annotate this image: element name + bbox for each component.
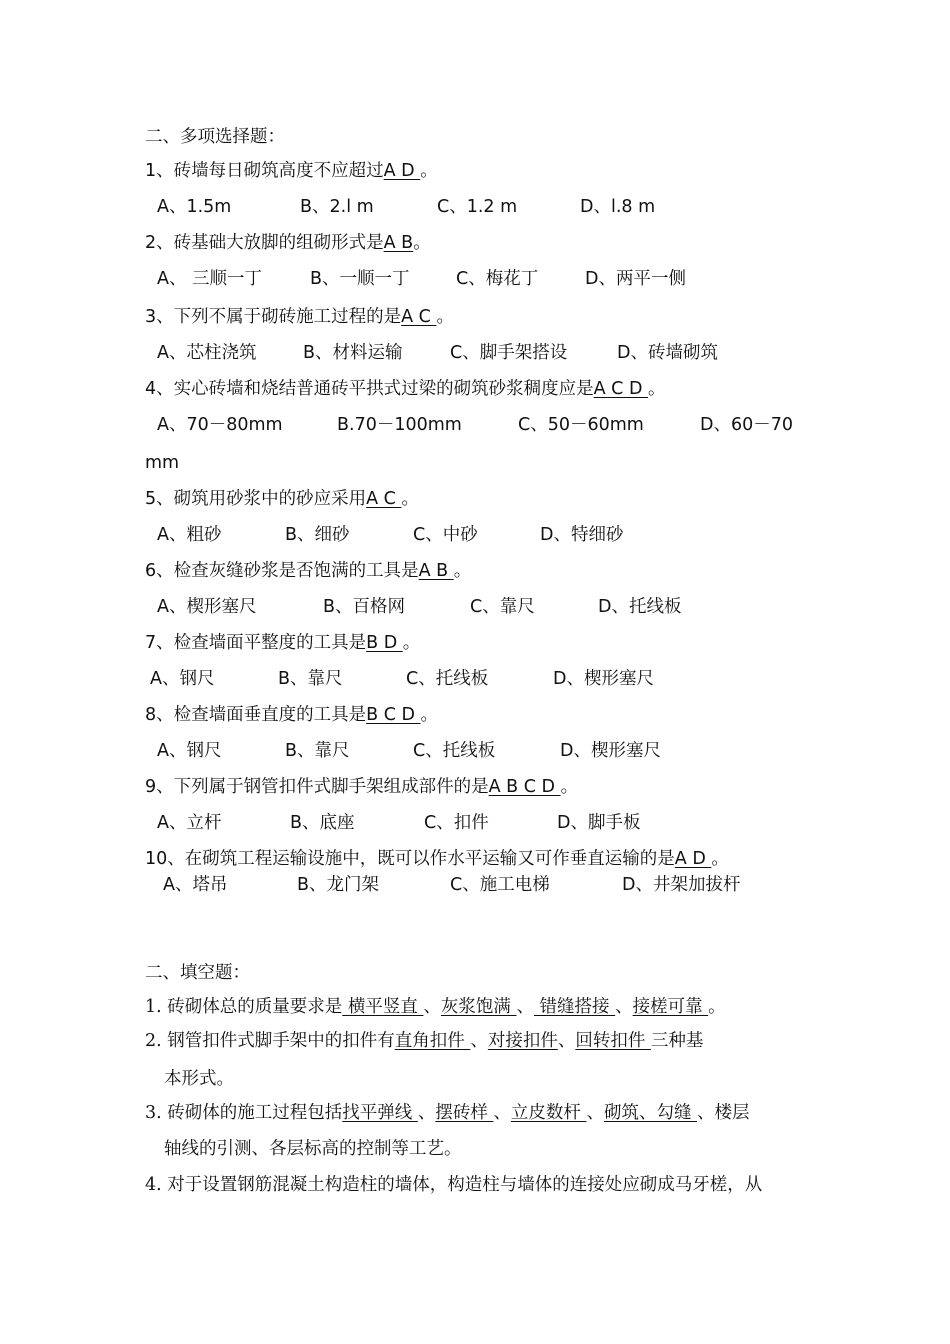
answer: A B C D bbox=[488, 777, 561, 797]
section2-title: 二、填空题： bbox=[145, 963, 250, 983]
blank: 直角扣件 bbox=[394, 1031, 471, 1051]
blank: 对接扣件 bbox=[487, 1031, 558, 1051]
option-d: D、楔形塞尺 bbox=[553, 669, 654, 689]
answer: A D bbox=[674, 849, 712, 869]
option-c: C、梅花丁 bbox=[456, 269, 539, 289]
question-text: 8、检查墙面垂直度的工具是 bbox=[145, 705, 367, 725]
option-c: C、托线板 bbox=[413, 741, 496, 761]
question-5 bbox=[145, 488, 419, 510]
fill-question-1 bbox=[145, 996, 726, 1018]
text: 1. 砖砌体总的质量要求是 bbox=[145, 997, 343, 1017]
text: 、 bbox=[470, 1031, 488, 1051]
text: 、 bbox=[586, 1103, 604, 1123]
option-a: A、粗砂 bbox=[157, 525, 222, 545]
option-b: B、一顺一丁 bbox=[310, 269, 410, 289]
text: 、 bbox=[493, 1103, 511, 1123]
option-c: C、脚手架搭设 bbox=[450, 343, 568, 363]
text: 、楼层 bbox=[697, 1103, 750, 1123]
answer: B D bbox=[366, 633, 403, 653]
question-3 bbox=[145, 306, 454, 328]
option-c: C、中砂 bbox=[413, 525, 478, 545]
blank: 回转扣件 bbox=[575, 1031, 651, 1051]
text: 3. 砖砌体的施工过程包括 bbox=[145, 1103, 343, 1123]
option-d: D、l.8 m bbox=[580, 197, 656, 217]
answer: A B bbox=[383, 233, 414, 253]
option-c: C、50－60mm bbox=[518, 415, 644, 435]
option-a: A、 三顺一丁 bbox=[157, 269, 263, 289]
question-1 bbox=[145, 160, 438, 182]
blank: 横平竖直 bbox=[342, 997, 424, 1017]
question-4 bbox=[145, 378, 666, 400]
answer: B C D bbox=[366, 705, 421, 725]
option-d: D、60－70 bbox=[700, 415, 794, 435]
question-suffix: 。 bbox=[420, 161, 438, 181]
option-c: C、托线板 bbox=[406, 669, 489, 689]
fill-question-3-cont: 轴线的引测、各层标高的控制等工艺。 bbox=[164, 1139, 462, 1159]
blank: 砌筑、勾缝 bbox=[603, 1103, 698, 1123]
option-d: D、脚手板 bbox=[557, 813, 641, 833]
fill-question-3 bbox=[145, 1102, 750, 1124]
option-a: A、芯柱浇筑 bbox=[157, 343, 257, 363]
question-text: 3、下列不属于砌砖施工过程的是 bbox=[145, 307, 402, 327]
blank: 错缝搭接 bbox=[533, 997, 616, 1017]
blank: 摆砖样 bbox=[435, 1103, 494, 1123]
option-a: A、1.5m bbox=[157, 197, 232, 217]
question-text: 7、检查墙面平整度的工具是 bbox=[145, 633, 367, 653]
fill-question-4: 4. 对于设置钢筋混凝土构造柱的墙体，构造柱与墙体的连接处应砌成马牙槎，从 bbox=[145, 1175, 763, 1195]
option-b: B、2.l m bbox=[300, 197, 374, 217]
option-b: B、细砂 bbox=[285, 525, 350, 545]
option-b: B、底座 bbox=[290, 813, 355, 833]
option-c: C、施工电梯 bbox=[450, 875, 550, 895]
question-suffix: 。 bbox=[413, 233, 431, 253]
question-suffix: 。 bbox=[401, 489, 419, 509]
option-c: C、扣件 bbox=[424, 813, 489, 833]
question-6 bbox=[145, 560, 471, 582]
question-9 bbox=[145, 776, 578, 798]
option-b: B.70－100mm bbox=[337, 415, 462, 435]
blank: 接槎可靠 bbox=[632, 997, 709, 1017]
text: 三种基 bbox=[650, 1031, 704, 1051]
question-2 bbox=[145, 232, 431, 254]
question-text: 2、砖基础大放脚的组砌形式是 bbox=[145, 233, 384, 253]
option-b: B、靠尺 bbox=[278, 669, 343, 689]
option-d: D、托线板 bbox=[598, 597, 682, 617]
answer: A C D bbox=[593, 379, 648, 399]
answer: A B bbox=[418, 561, 454, 581]
text: 、 bbox=[516, 997, 534, 1017]
question-suffix: 。 bbox=[648, 379, 666, 399]
option-b: B、材料运输 bbox=[303, 343, 403, 363]
question-7 bbox=[145, 632, 420, 654]
question-text: 1、砖墙每日砌筑高度不应超过 bbox=[145, 161, 384, 181]
option-d: D、两平一侧 bbox=[585, 269, 686, 289]
option-a: A、钢尺 bbox=[150, 669, 215, 689]
question-text: 4、实心砖墙和烧结普通砖平拱式过梁的砌筑砂浆稠度应是 bbox=[145, 379, 594, 399]
option-a: A、钢尺 bbox=[157, 741, 222, 761]
option-a: A、楔形塞尺 bbox=[157, 597, 257, 617]
fill-question-2-cont: 本形式。 bbox=[164, 1069, 234, 1089]
option-b: B、靠尺 bbox=[285, 741, 350, 761]
blank: 灰浆饱满 bbox=[440, 997, 517, 1017]
text: 、 bbox=[417, 1103, 436, 1123]
question-10 bbox=[145, 848, 729, 870]
section1-title: 二、多项选择题： bbox=[145, 127, 285, 147]
question-8 bbox=[145, 704, 438, 726]
text: 2. 钢管扣件式脚手架中的扣件有 bbox=[145, 1031, 395, 1051]
option-wrap: mm bbox=[145, 453, 180, 473]
option-b: B、龙门架 bbox=[297, 875, 380, 895]
question-text: 9、下列属于钢管扣件式脚手架组成部件的是 bbox=[145, 777, 489, 797]
question-text: 10、在砌筑工程运输设施中，既可以作水平运输又可作垂直运输的是 bbox=[145, 849, 675, 869]
text: 、 bbox=[557, 1031, 576, 1051]
blank: 找平弹线 bbox=[342, 1103, 418, 1123]
question-suffix: 。 bbox=[453, 561, 472, 581]
question-suffix: 。 bbox=[711, 849, 729, 869]
question-suffix: 。 bbox=[560, 777, 579, 797]
option-a: A、70－80mm bbox=[157, 415, 283, 435]
option-a: A、立杆 bbox=[157, 813, 222, 833]
option-d: D、特细砂 bbox=[540, 525, 624, 545]
option-d: D、井架加拔杆 bbox=[622, 875, 741, 895]
fill-question-2 bbox=[145, 1030, 703, 1052]
question-suffix: 。 bbox=[436, 307, 454, 327]
question-suffix: 。 bbox=[420, 705, 439, 725]
answer: A C bbox=[401, 307, 437, 327]
answer: A D bbox=[383, 161, 421, 181]
option-d: D、楔形塞尺 bbox=[560, 741, 661, 761]
blank: 立皮数杆 bbox=[510, 1103, 587, 1123]
answer: A C bbox=[366, 489, 402, 509]
question-text: 5、砌筑用砂浆中的砂应采用 bbox=[145, 489, 367, 509]
question-suffix: 。 bbox=[402, 633, 421, 653]
option-c: C、1.2 m bbox=[437, 197, 518, 217]
option-b: B、百格网 bbox=[323, 597, 406, 617]
text: 、 bbox=[423, 997, 441, 1017]
text: 、 bbox=[615, 997, 633, 1017]
text: 。 bbox=[708, 997, 726, 1017]
option-a: A、塔吊 bbox=[163, 875, 228, 895]
question-text: 6、检查灰缝砂浆是否饱满的工具是 bbox=[145, 561, 419, 581]
option-c: C、靠尺 bbox=[470, 597, 535, 617]
option-d: D、砖墙砌筑 bbox=[617, 343, 718, 363]
